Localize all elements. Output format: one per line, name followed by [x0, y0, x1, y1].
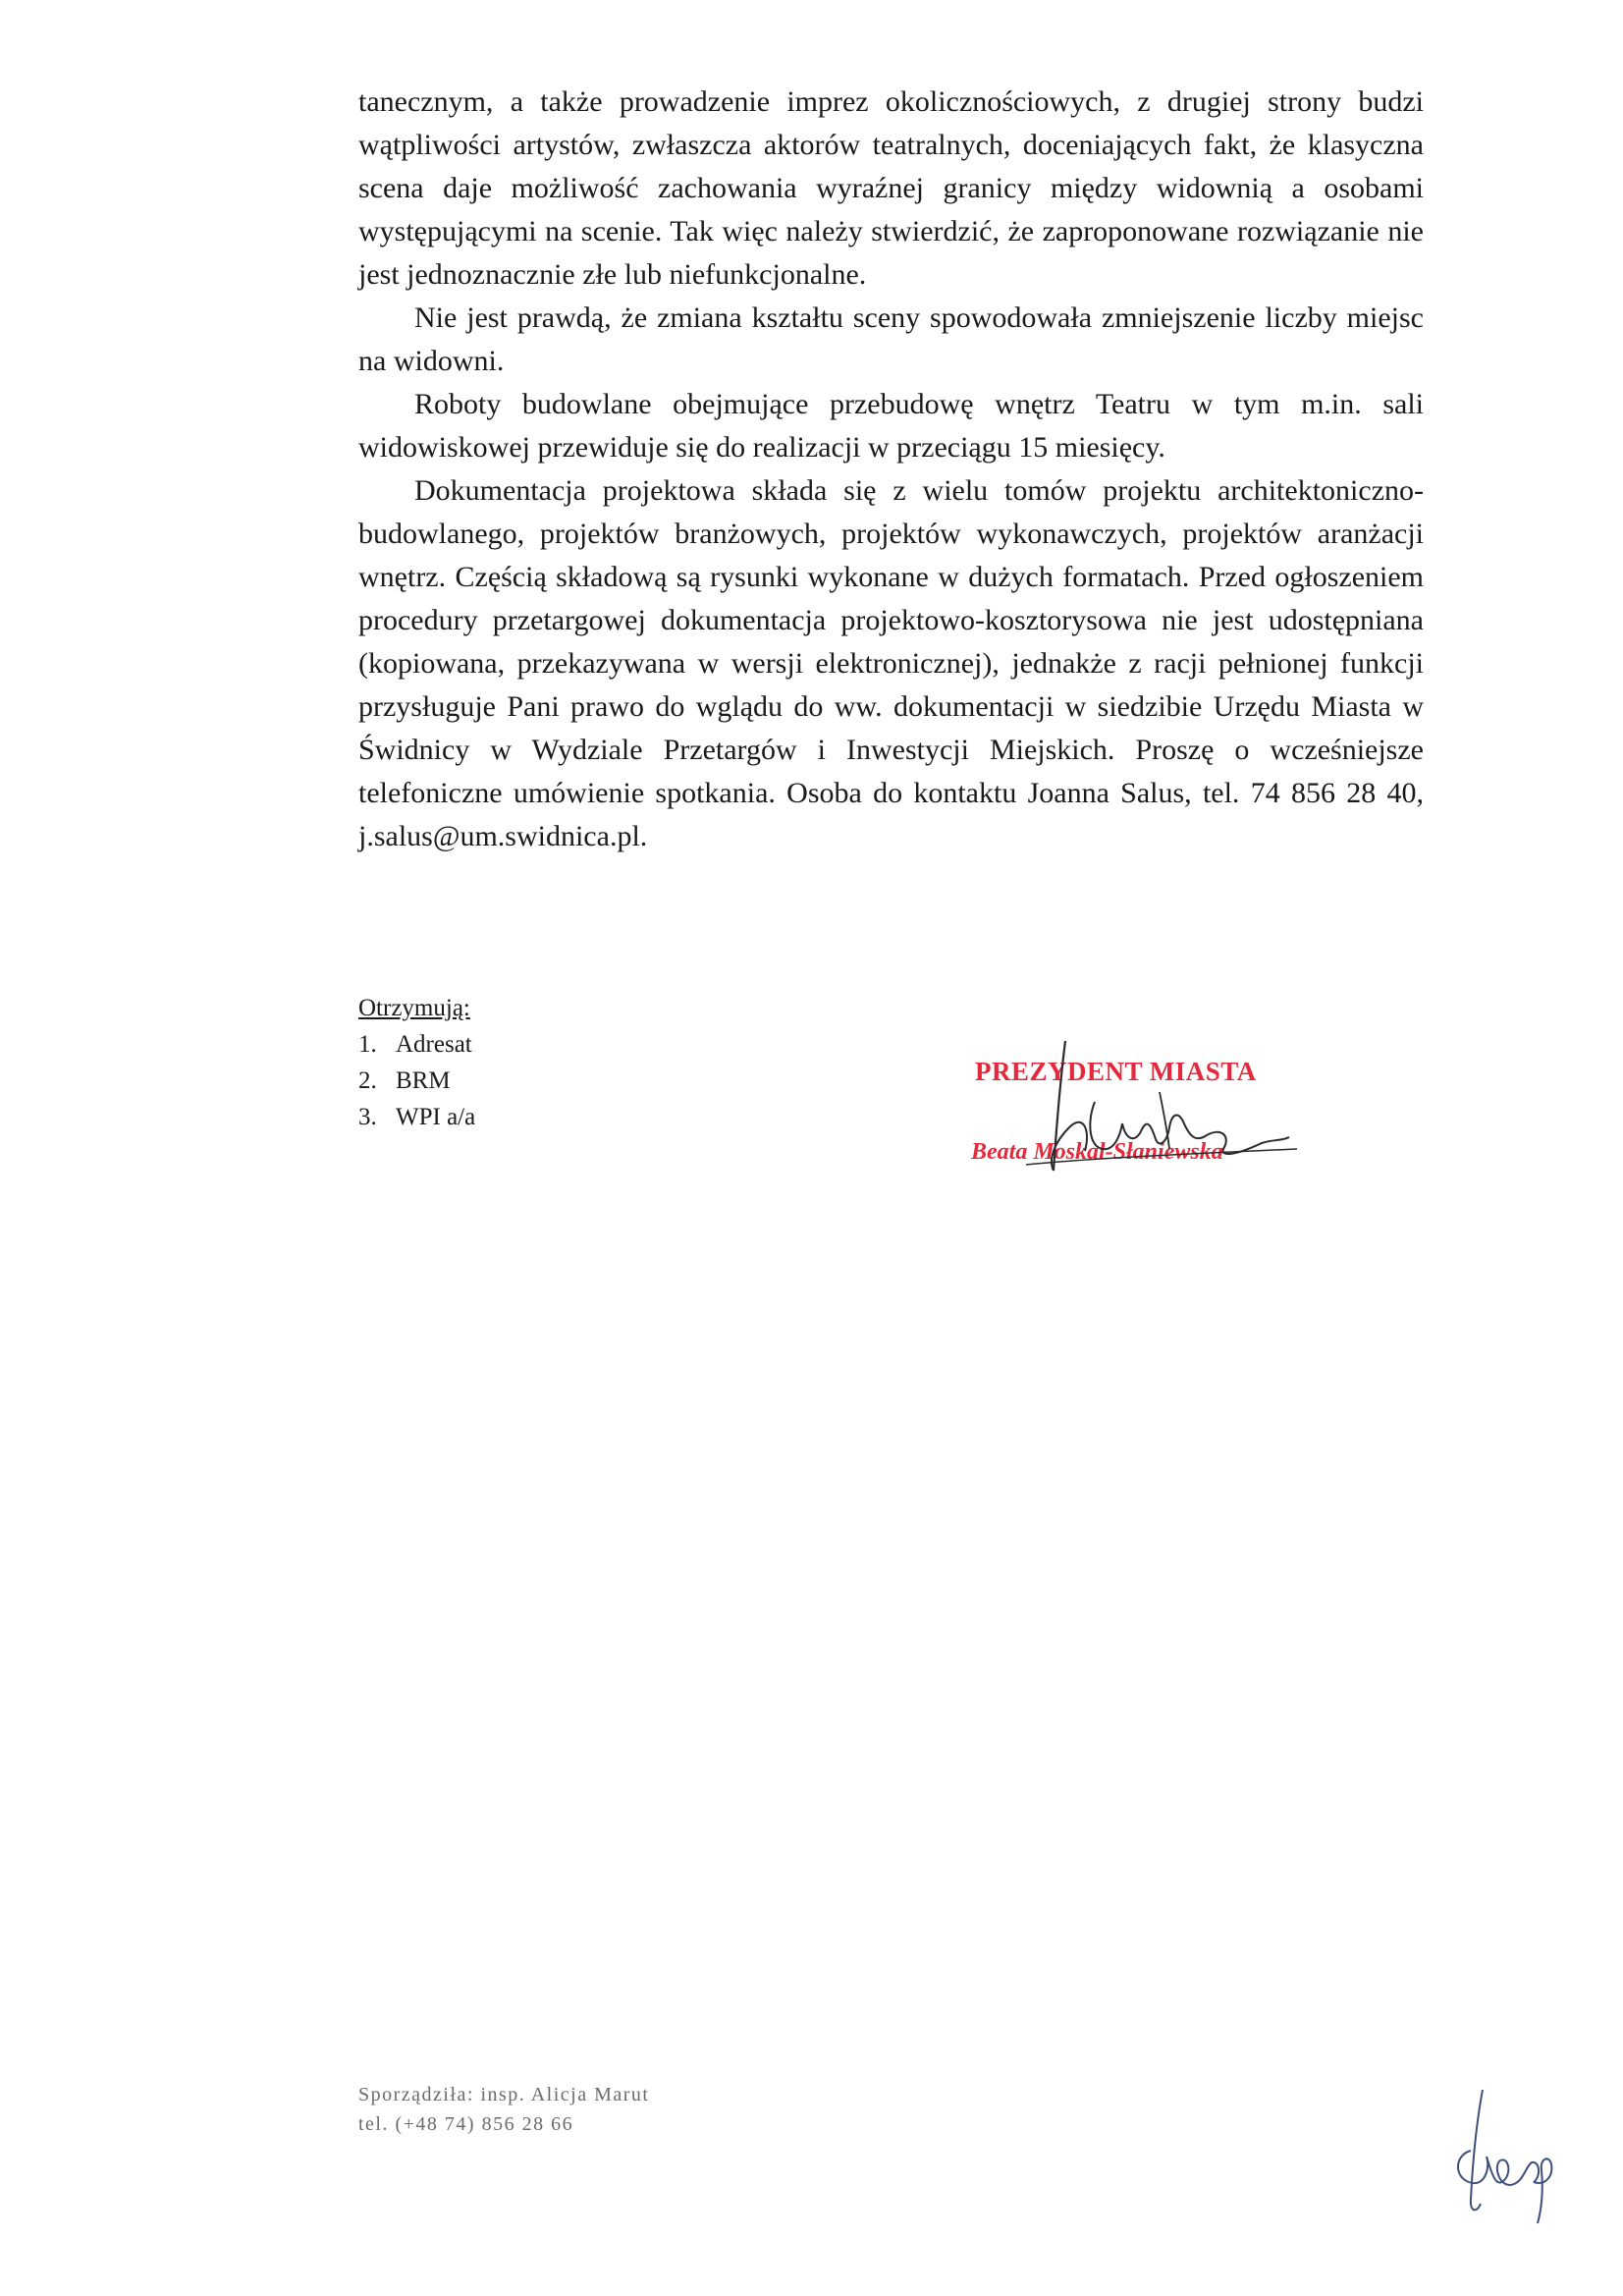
recipients-heading: Otrzymują: [358, 995, 470, 1021]
paragraph-3: Roboty budowlane obejmujące przebudowę wnętrz Teatru w tym m.in. sali widowiskowej przewiduje się do realizacji w przeciągu 15 miesięcy. [358, 388, 1424, 464]
stamp-title: PREZYDENT MIASTA [975, 1057, 1257, 1086]
initials-signature-icon [1443, 2082, 1571, 2229]
list-item [358, 1099, 475, 1135]
list-item-label: WPI a/a [396, 1104, 476, 1130]
stamp-name: Beata Moskal-Słaniewska [971, 1139, 1223, 1165]
letter-body [358, 81, 1424, 858]
prepared-by-name: Sporządziła: insp. Alicja Marut [358, 2084, 650, 2105]
list-item-number: 1. [358, 1031, 377, 1058]
list-item [358, 1063, 475, 1099]
prepared-by [358, 2080, 649, 2139]
list-item-number: 3. [358, 1104, 377, 1130]
recipients-block [358, 990, 475, 1135]
paragraph-2: Nie jest prawdą, że zmiana kształtu sceny spowodowała zmniejszenie liczby miejsc na widowni. [358, 301, 1424, 377]
list-item [358, 1026, 475, 1063]
list-item-label: Adresat [396, 1031, 472, 1058]
list-item-label: BRM [396, 1067, 451, 1094]
recipients-list [358, 1026, 475, 1135]
signature-icon [967, 1033, 1301, 1180]
mayor-stamp [967, 1033, 1301, 1180]
list-item-number: 2. [358, 1067, 377, 1094]
prepared-by-phone: tel. (+48 74) 856 28 66 [358, 2113, 574, 2135]
paragraph-4: Dokumentacja projektowa składa się z wielu tomów projektu architektoniczno-budowlanego, projektów branżowych, projektów wykonawczych, projektów aranżacji wnętrz. Częścią składową są rysunki wykonane w dużych formatach. Przed ogłoszeniem procedury przetargowej dokumentacja projektowo-kosztorysowa nie jest udostępniana (kopiowana, przekazywana w wersji elektronicznej), jednakże z racji pełnionej funkcji przysługuje Pani prawo do wglądu do ww. dokumentacji w siedzibie Urzędu Miasta w Świdnicy w Wydziale Przetargów i Inwestycji Miejskich. Proszę o wcześniejsze telefoniczne umówienie spotkania. Osoba do kontaktu Joanna Salus, tel. 74 856 28 40, j.salus@um.swidnica.pl. [358, 474, 1424, 852]
paragraph-1: tanecznym, a także prowadzenie imprez okolicznościowych, z drugiej strony budzi wątpliwości artystów, zwłaszcza aktorów teatralnych, doceniających fakt, że klasyczna scena daje możliwość zachowania wyraźnej granicy między widownią a osobami występującymi na scenie. Tak więc należy stwierdzić, że zaproponowane rozwiązanie nie jest jednoznacznie złe lub niefunkcjonalne. [358, 85, 1424, 291]
